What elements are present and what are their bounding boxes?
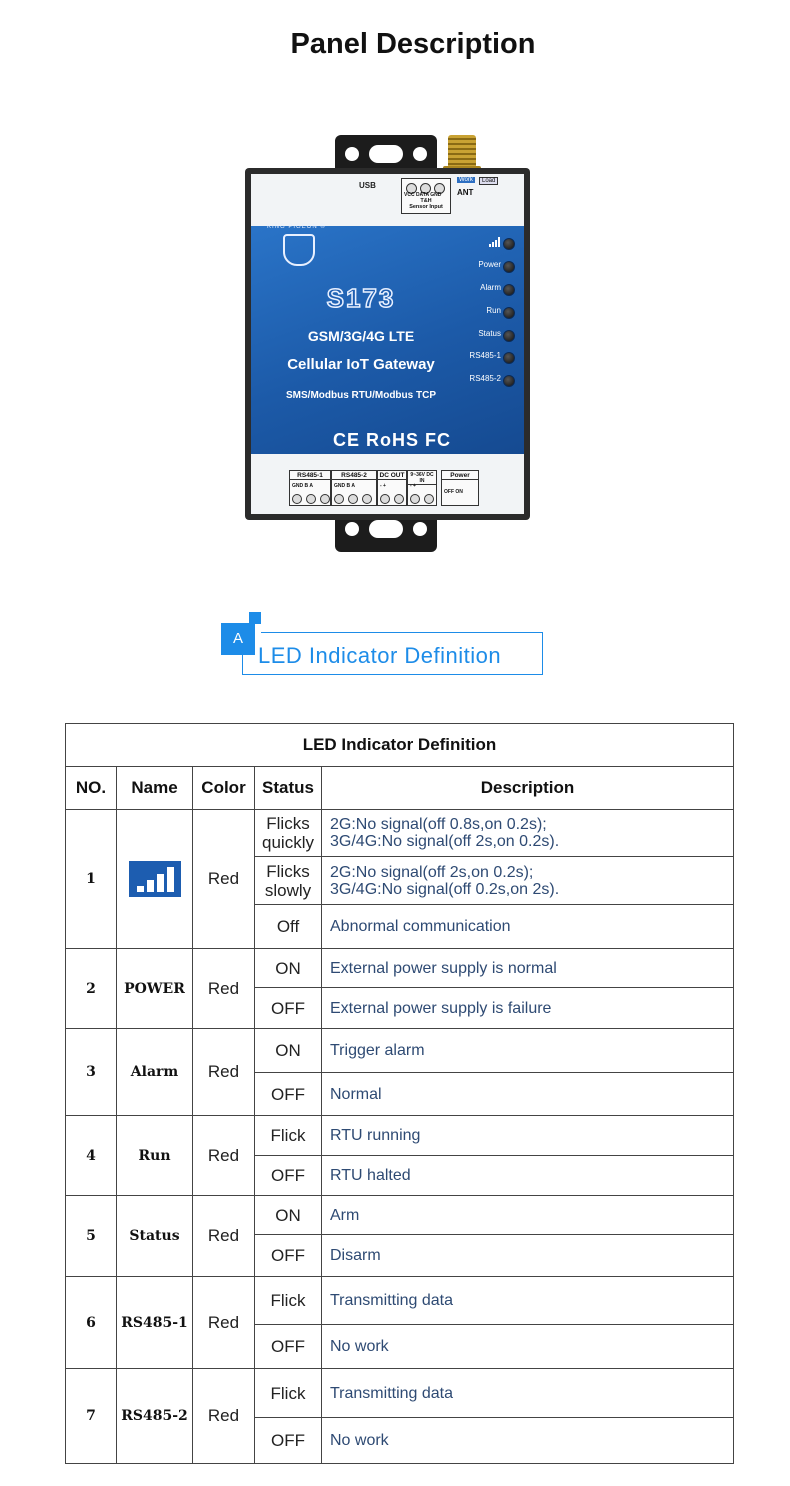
row-status: Off	[255, 905, 322, 949]
header-description: Description	[322, 767, 734, 810]
certification-marks: CE RoHS FC	[333, 430, 451, 450]
row-number: 3	[66, 1029, 117, 1116]
row-number: 1	[66, 810, 117, 949]
section-header	[221, 612, 551, 682]
row-description: No work	[322, 1325, 734, 1369]
row-status: OFF	[255, 988, 322, 1029]
section-letter-badge: A	[221, 623, 255, 655]
signal-bars-icon	[489, 237, 501, 247]
section-title: LED Indicator Definition	[258, 643, 502, 668]
terminal-dc-out: DC OUT - +	[377, 470, 407, 506]
table-row	[66, 1116, 734, 1156]
load-label: Load	[479, 177, 498, 185]
row-description: RTU halted	[322, 1156, 734, 1196]
table-row	[66, 1369, 734, 1418]
row-status: OFF	[255, 1156, 322, 1196]
row-description: No work	[322, 1418, 734, 1464]
row-description: External power supply is normal	[322, 949, 734, 988]
row-description: Disarm	[322, 1235, 734, 1277]
row-status: OFF	[255, 1325, 322, 1369]
row-status: Flicks slowly	[255, 857, 322, 905]
row-color: Red	[193, 949, 255, 1029]
row-name: Run	[117, 1116, 193, 1196]
row-description: Trigger alarm	[322, 1029, 734, 1073]
work-label: Work	[459, 177, 473, 183]
row-description: Abnormal communication	[322, 905, 734, 949]
row-number: 2	[66, 949, 117, 1029]
row-color: Red	[193, 1196, 255, 1277]
row-name: Status	[117, 1196, 193, 1277]
led-definition-table	[65, 723, 734, 1464]
row-description: 2G:No signal(off 2s,on 0.2s); 3G/4G:No signal(off 0.2s,on 2s).	[322, 857, 734, 905]
row-color: Red	[193, 1369, 255, 1464]
row-number: 6	[66, 1277, 117, 1369]
row-color: Red	[193, 810, 255, 949]
row-description: RTU running	[322, 1116, 734, 1156]
row-color: Red	[193, 1277, 255, 1369]
row-status: Flicks quickly	[255, 810, 322, 857]
row-number: 4	[66, 1116, 117, 1196]
power-switch: Power OFF ON	[441, 470, 479, 506]
row-status: ON	[255, 1029, 322, 1073]
table-row	[66, 1196, 734, 1235]
row-status: ON	[255, 949, 322, 988]
led-signal	[455, 236, 517, 250]
table-row	[66, 1029, 734, 1073]
led-power: Power	[455, 259, 517, 273]
device-line-1: GSM/3G/4G LTE	[307, 328, 415, 344]
sensor-label-2: Sensor Input	[409, 204, 443, 210]
row-status: OFF	[255, 1418, 322, 1464]
led-alarm: Alarm	[455, 282, 517, 296]
row-name: Alarm	[117, 1029, 193, 1116]
row-description: External power supply is failure	[322, 988, 734, 1029]
header-name: Name	[117, 767, 193, 810]
terminal-dc-in: 9~36V DC IN - +	[407, 470, 437, 506]
ant-label: ANT	[457, 188, 474, 197]
table-title: LED Indicator Definition	[66, 724, 734, 767]
row-name: RS485-1	[117, 1277, 193, 1369]
header-no: NO.	[66, 767, 117, 810]
row-description: Transmitting data	[322, 1277, 734, 1325]
row-status: Flick	[255, 1277, 322, 1325]
header-status: Status	[255, 767, 322, 810]
led-dot	[503, 238, 515, 250]
device-image	[245, 130, 530, 555]
led-run: Run	[455, 305, 517, 319]
pigeon-logo-icon	[283, 234, 315, 266]
device-line-3: SMS/Modbus RTU/Modbus TCP	[286, 390, 436, 401]
signal-bars-icon	[129, 861, 181, 897]
row-description: Normal	[322, 1073, 734, 1116]
page-title: Panel Description	[290, 28, 536, 60]
header-color: Color	[193, 767, 255, 810]
led-rs485-2: RS485-2	[455, 373, 517, 387]
row-description: 2G:No signal(off 0.8s,on 0.2s); 3G/4G:No signal(off 2s,on 0.2s).	[322, 810, 734, 857]
row-name: RS485-2	[117, 1369, 193, 1464]
table-header-row	[66, 767, 734, 810]
model-label: S173	[326, 283, 396, 313]
row-name	[117, 810, 193, 949]
row-description: Arm	[322, 1196, 734, 1235]
table-row	[66, 1277, 734, 1325]
sensor-input-terminal	[401, 178, 451, 214]
row-color: Red	[193, 1116, 255, 1196]
row-status: ON	[255, 1196, 322, 1235]
row-status: Flick	[255, 1116, 322, 1156]
row-name: POWER	[117, 949, 193, 1029]
terminal-rs485-1: RS485-1 GND B A	[289, 470, 331, 506]
led-rs485-1: RS485-1	[455, 350, 517, 364]
row-color: Red	[193, 1029, 255, 1116]
row-status: Flick	[255, 1369, 322, 1418]
table-row	[66, 810, 734, 857]
row-status: OFF	[255, 1235, 322, 1277]
row-number: 5	[66, 1196, 117, 1277]
sensor-pins-label: VCC DATA GND	[404, 192, 442, 198]
usb-label: USB	[359, 181, 376, 190]
row-number: 7	[66, 1369, 117, 1464]
brand-label: KING PIGEON ®	[267, 224, 326, 230]
terminal-rs485-2: RS485-2 GND B A	[331, 470, 377, 506]
device-line-2: Cellular IoT Gateway	[287, 356, 435, 373]
table-row	[66, 949, 734, 988]
sensor-label-1: T&H	[420, 198, 432, 204]
led-status: Status	[455, 328, 517, 342]
row-description: Transmitting data	[322, 1369, 734, 1418]
row-status: OFF	[255, 1073, 322, 1116]
